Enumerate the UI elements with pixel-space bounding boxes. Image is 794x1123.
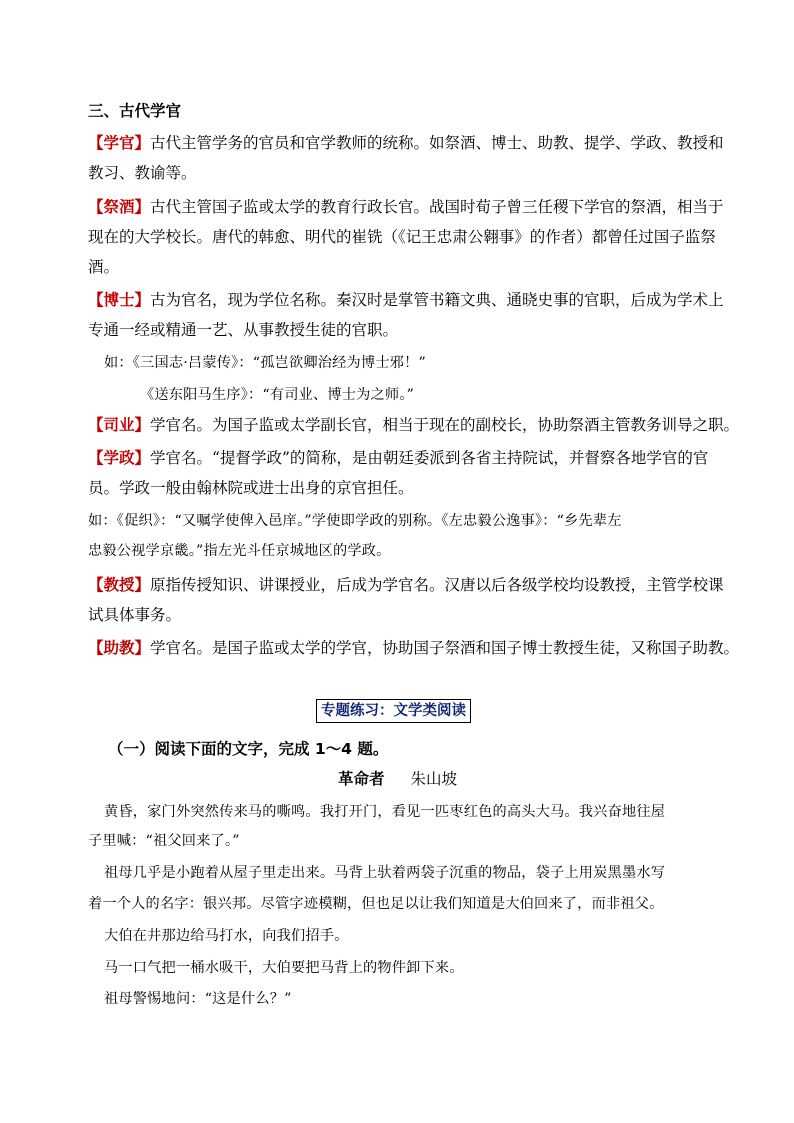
story-title-line	[338, 768, 457, 790]
story-para-4: 马一口气把一桶水吸干，大伯要把马背上的物件卸下来。	[104, 960, 464, 976]
story-title: 革命者	[338, 770, 385, 788]
entry-xuezheng-line-1: 【学政】学官名。“提督学政”的简称，是由朝廷委派到各省主持院试，并督察各地学官的官	[88, 448, 709, 467]
section-heading: 三、古代学官	[88, 102, 182, 120]
example-quote-1: 如：《三国志·吕蒙传》：“孤岂欲卿治经为博士邪！”	[104, 355, 426, 371]
entry-siye: 【司业】学官名。为国子监或太学副长官，相当于现在的副校长，协助祭酒主管教务训导之职。	[88, 415, 740, 434]
story-para-1-line-1: 黄昏，家门外突然传来马的嘶鸣。我打开门，看见一匹枣红色的高头大马。我兴奋地往屋	[104, 804, 666, 820]
entry-boshi-line-1: 【博士】古为官名，现为学位名称。秦汉时是掌管书籍文典、通晓史事的官职，后成为学术上	[88, 290, 724, 309]
term-jijiu: 【祭酒】	[88, 197, 151, 216]
entry-xueguan-line-2: 教习、教谕等。	[88, 164, 197, 182]
entry-jiaoshou-line-2: 试具体事务。	[88, 606, 182, 624]
entry-jijiu-line-3: 酒。	[88, 258, 120, 276]
entry-jijiu-line-1: 【祭酒】古代主管国子监或太学的教育行政长官。战国时荀子曾三任稷下学官的祭酒，相当于	[88, 197, 724, 216]
story-para-5: 祖母警惕地问：“这是什么？”	[104, 991, 292, 1007]
story-para-1-line-2: 子里喊：“祖父回来了。”	[88, 833, 240, 849]
entry-jiaoshou-line-1: 【教授】原指传授知识、讲课授业，后成为学官名。汉唐以后各级学校均设教授，主管学校课	[88, 575, 724, 594]
term-zhujiao: 【助教】	[88, 638, 151, 657]
story-para-2-line-1: 祖母几乎是小跑着从屋子里走出来。马背上驮着两袋子沉重的物品，袋子上用炭黑墨水写	[104, 865, 666, 881]
story-para-2-line-2: 着一个人的名字：银兴邦。尽管字迹模糊，但也足以让我们知道是大伯回来了，而非祖父。	[88, 896, 664, 912]
entry-zhujiao: 【助教】学官名。是国子监或太学的学官，协助国子祭酒和国子博士教授生徒，又称国子助教。	[88, 638, 740, 657]
term-boshi: 【博士】	[88, 290, 151, 309]
example2-line-2: 忠毅公视学京畿。”指左光斗任京城地区的学政。	[88, 543, 391, 559]
term-xuezheng: 【学政】	[88, 448, 151, 467]
example2-line-1: 如：《促织》：“又嘱学使俾入邑庠。”学使即学政的别称。《左忠毅公逸事》：“乡先辈左	[88, 513, 622, 529]
story-author: 朱山坡	[410, 770, 458, 788]
practice-title-box: 专题练习：文学类阅读	[316, 699, 471, 723]
practice-subheading: （一）阅读下面的文字，完成 1～4 题。	[108, 740, 389, 758]
entry-xueguan-line-1: 【学官】古代主管学务的官员和官学教师的统称。如祭酒、博士、助教、提学、学政、教授和	[88, 133, 724, 152]
entry-xuezheng-line-2: 员。学政一般由翰林院或进士出身的京官担任。	[88, 479, 414, 497]
term-xueguan: 【学官】	[88, 133, 151, 152]
term-siye: 【司业】	[88, 415, 151, 434]
term-jiaoshou: 【教授】	[88, 575, 151, 594]
example-quote-2: 《送东阳马生序》：“有司业、博士为之师。”	[140, 387, 415, 403]
story-para-3: 大伯在井那边给马打水，向我们招手。	[104, 928, 349, 944]
entry-boshi-line-2: 专通一经或精通一艺、从事教授生徒的官职。	[88, 321, 399, 339]
entry-jijiu-line-2: 现在的大学校长。唐代的韩愈、明代的崔铣（《记王忠肃公翱事》的作者）都曾任过国子监祭	[88, 228, 716, 246]
